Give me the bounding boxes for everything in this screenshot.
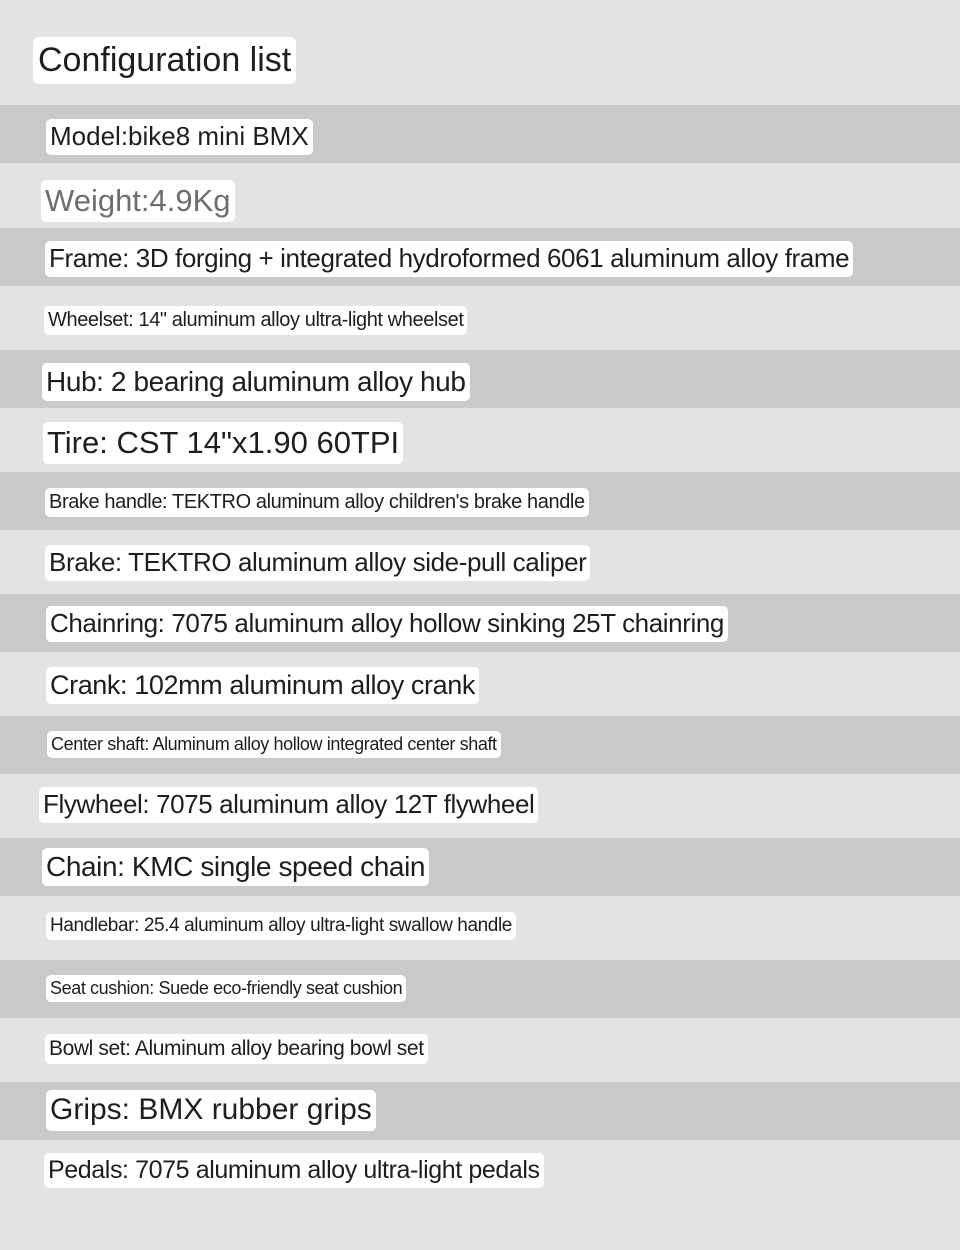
spec-weight: Weight:4.9Kg [41, 180, 235, 222]
spec-brake-handle: Brake handle: TEKTRO aluminum alloy children's brake handle [45, 488, 589, 517]
spec-seat-cushion: Seat cushion: Suede eco-friendly seat cushion [46, 975, 406, 1002]
spec-handlebar: Handlebar: 25.4 aluminum alloy ultra-light swallow handle [46, 912, 516, 940]
spec-brake: Brake: TEKTRO aluminum alloy side-pull caliper [45, 545, 590, 581]
spec-chainring: Chainring: 7075 aluminum alloy hollow sinking 25T chainring [46, 606, 728, 642]
spec-bowl-set: Bowl set: Aluminum alloy bearing bowl set [45, 1034, 428, 1064]
spec-center-shaft: Center shaft: Aluminum alloy hollow integrated center shaft [47, 731, 501, 758]
spec-wheelset: Wheelset: 14" aluminum alloy ultra-light wheelset [44, 306, 467, 335]
spec-frame: Frame: 3D forging + integrated hydroformed 6061 aluminum alloy frame [45, 241, 853, 277]
spec-pedals: Pedals: 7075 aluminum alloy ultra-light pedals [44, 1153, 544, 1188]
spec-grips: Grips: BMX rubber grips [46, 1090, 376, 1131]
page-title: Configuration list [33, 37, 296, 84]
spec-tire: Tire: CST 14"x1.90 60TPI [43, 422, 403, 464]
spec-hub: Hub: 2 bearing aluminum alloy hub [42, 363, 470, 401]
spec-crank: Crank: 102mm aluminum alloy crank [46, 667, 479, 704]
spec-flywheel: Flywheel: 7075 aluminum alloy 12T flywheel [39, 787, 538, 823]
spec-chain: Chain: KMC single speed chain [42, 848, 429, 886]
spec-model: Model:bike8 mini BMX [46, 119, 313, 155]
